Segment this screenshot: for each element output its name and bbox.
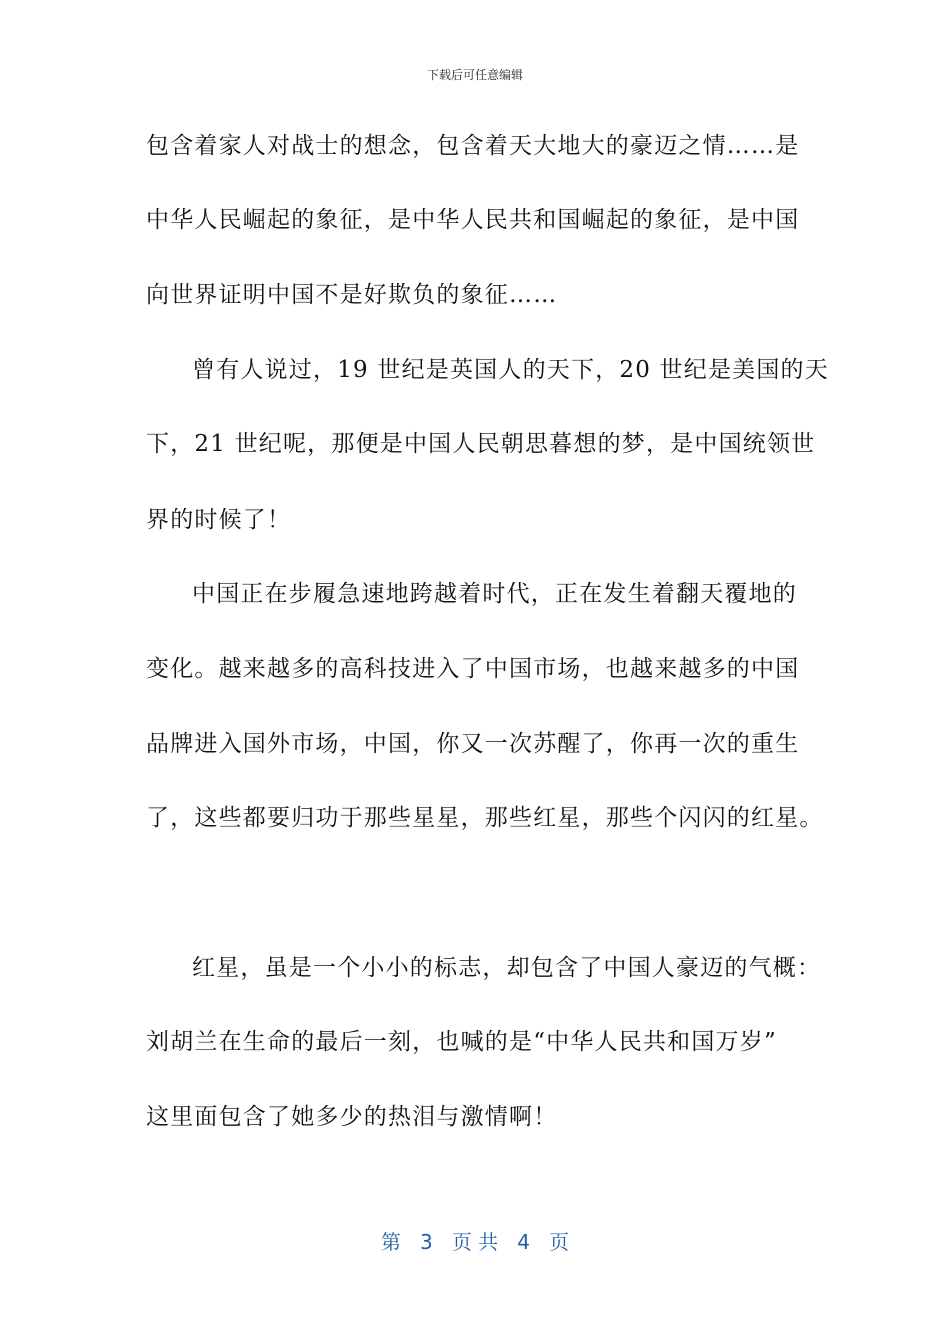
footer-prefix: 第 [380, 1230, 401, 1254]
text-line: 品牌进入国外市场，中国，你又一次苏醒了，你再一次的重生 [146, 731, 800, 757]
text-line: 红星，虽是一个小小的标志，却包含了中国人豪迈的气概： [192, 955, 822, 981]
total-pages-number: 4 [517, 1230, 530, 1254]
footer-suffix: 页 [549, 1230, 570, 1254]
text-line: 刘胡兰在生命的最后一刻，也喊的是“中华人民共和国万岁” [146, 1029, 777, 1055]
current-page-number: 3 [420, 1230, 433, 1254]
text-line: 曾有人说过，19 世纪是英国人的天下，20 世纪是美国的天 [192, 357, 829, 383]
text-line: 中华人民崛起的象征，是中华人民共和国崛起的象征，是中国 [146, 207, 800, 233]
text-line: 中国正在步履急速地跨越着时代，正在发生着翻天覆地的 [192, 581, 797, 607]
text-line: 向世界证明中国不是好欺负的象征…… [146, 282, 558, 308]
text-line: 下，21 世纪呢，那便是中国人民朝思暮想的梦，是中国统领世 [146, 431, 816, 457]
text-line: 了，这些都要归功于那些星星，那些红星，那些个闪闪的红星。 [146, 805, 824, 831]
text-line: 这里面包含了她多少的热泪与激情啊！ [146, 1104, 558, 1130]
text-line: 包含着家人对战士的想念，包含着天大地大的豪迈之情……是 [146, 133, 800, 159]
text-line: 界的时候了！ [146, 507, 292, 533]
text-line: 变化。越来越多的高科技进入了中国市场，也越来越多的中国 [146, 656, 800, 682]
footer-middle: 页 共 [451, 1230, 499, 1254]
page-header: 下载后可任意编辑 [426, 68, 523, 82]
page-footer [0, 1226, 950, 1255]
